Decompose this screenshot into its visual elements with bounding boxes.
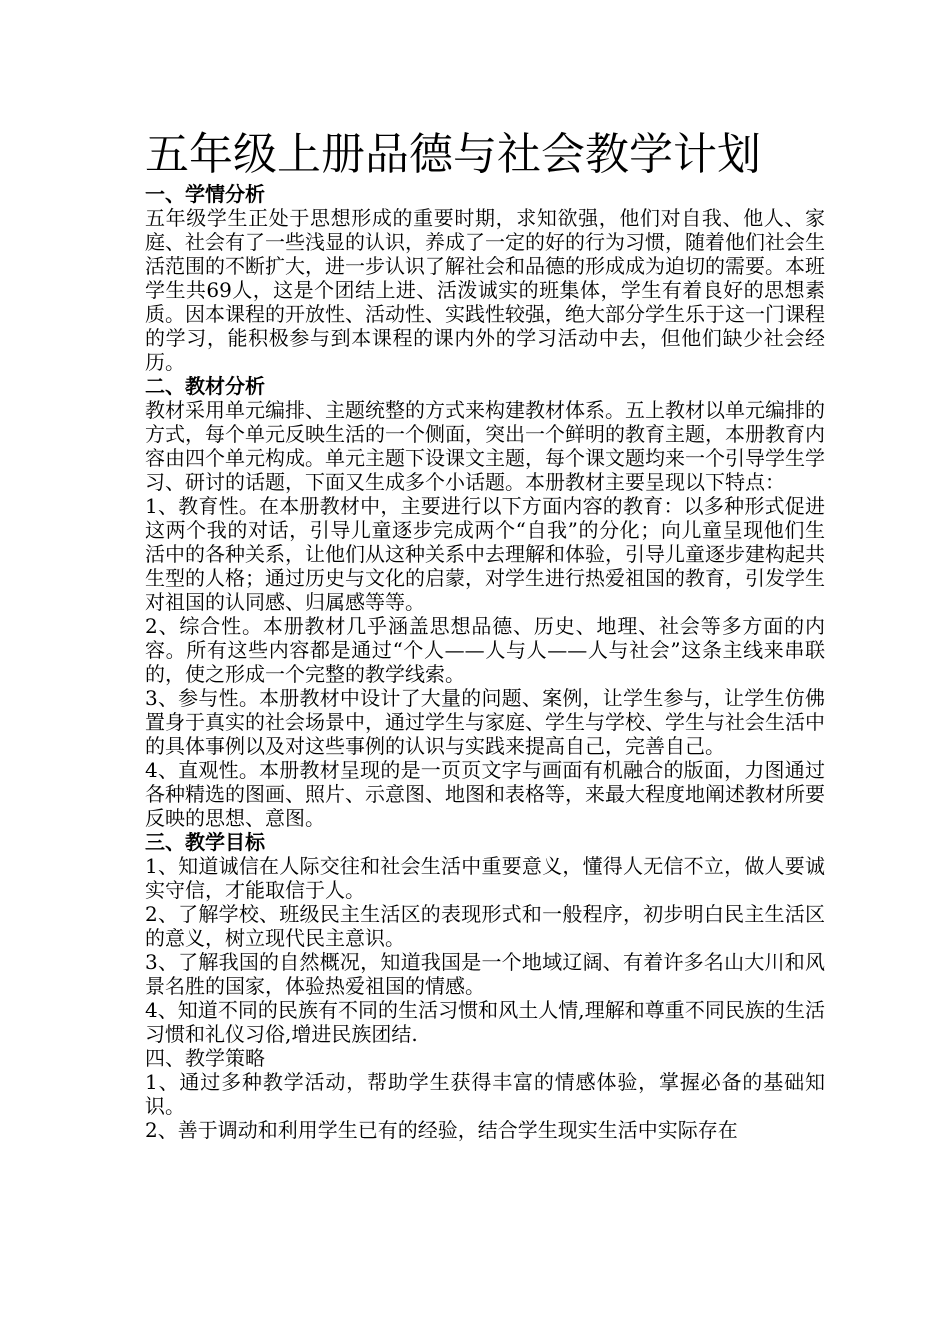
section-heading: 一、学情分析 bbox=[145, 182, 265, 206]
paragraph: 1、通过多种教学活动，帮助学生获得丰富的情感体验，掌握必备的基础知识。 bbox=[145, 1070, 825, 1118]
document-page bbox=[145, 128, 825, 1142]
paragraph: 2、综合性。本册教材几乎涵盖思想品德、历史、地理、社会等多方面的内容。所有这些内容都是通过“个人——人与人——人与社会”这条主线来串联的，使之形成一个完整的教学线索。 bbox=[145, 614, 825, 686]
section-student-analysis bbox=[145, 182, 825, 374]
paragraph: 2、善于调动和利用学生已有的经验，结合学生现实生活中实际存在 bbox=[145, 1118, 738, 1142]
paragraph: 2、了解学校、班级民主生活区的表现形式和一般程序，初步明白民主生活区的意义，树立现代民主意识。 bbox=[145, 902, 825, 950]
paragraph: 教材采用单元编排、主题统整的方式来构建教材体系。五上教材以单元编排的方式，每个单元反映生活的一个侧面，突出一个鲜明的教育主题，本册教育内容由四个单元构成。单元主题下设课文主题，每个课文题均来一个引导学生学习、研讨的话题，下面又生成多个小话题。本册教材主要呈现以下特点： bbox=[145, 398, 825, 494]
paragraph: 五年级学生正处于思想形成的重要时期，求知欲强，他们对自我、他人、家庭、社会有了一些浅显的认识，养成了一定的好的行为习惯，随着他们社会生活范围的不断扩大，进一步认识了解社会和品德的形成成为迫切的需要。本班学生共69人，这是个团结上进、活泼诚实的班集体，学生有着良好的思想素质。因本课程的开放性、活动性、实践性较强，绝大部分学生乐于这一门课程的学习，能积极参与到本课程的课内外的学习活动中去，但他们缺少社会经历。 bbox=[145, 206, 825, 374]
paragraph: 4、直观性。本册教材呈现的是一页页文字与画面有机融合的版面，力图通过各种精选的图画、照片、示意图、地图和表格等，来最大程度地阐述教材所要反映的思想、意图。 bbox=[145, 758, 825, 830]
paragraph: 1、知道诚信在人际交往和社会生活中重要意义，懂得人无信不立，做人要诚实守信，才能取信于人。 bbox=[145, 854, 825, 902]
section-textbook-analysis bbox=[145, 374, 825, 830]
section-teaching-strategy bbox=[145, 1046, 825, 1142]
section-heading: 四、教学策略 bbox=[145, 1046, 265, 1070]
section-heading: 二、教材分析 bbox=[145, 374, 265, 398]
section-teaching-goals bbox=[145, 830, 825, 1046]
paragraph: 3、了解我国的自然概况，知道我国是一个地域辽阔、有着许多名山大川和风景名胜的国家，体验热爱祖国的情感。 bbox=[145, 950, 825, 998]
paragraph: 1、教育性。在本册教材中，主要进行以下方面内容的教育：以多种形式促进这两个我的对话，引导儿童逐步完成两个“自我”的分化；向儿童呈现他们生活中的各种关系，让他们从这种关系中去理解和体验，引导儿童逐步建构起共生型的人格；通过历史与文化的启蒙，对学生进行热爱祖国的教育，引发学生对祖国的认同感、归属感等等。 bbox=[145, 494, 825, 614]
section-heading: 三、教学目标 bbox=[145, 830, 265, 854]
document-title: 五年级上册品德与社会教学计划 bbox=[145, 129, 761, 180]
paragraph: 3、参与性。本册教材中设计了大量的问题、案例，让学生参与，让学生仿佛置身于真实的社会场景中，通过学生与家庭、学生与学校、学生与社会生活中的具体事例以及对这些事例的认识与实践来提高自己，完善自己。 bbox=[145, 686, 825, 758]
paragraph: 4、知道不同的民族有不同的生活习惯和风土人情,理解和尊重不同民族的生活习惯和礼仪习俗,增进民族团结. bbox=[145, 998, 825, 1046]
